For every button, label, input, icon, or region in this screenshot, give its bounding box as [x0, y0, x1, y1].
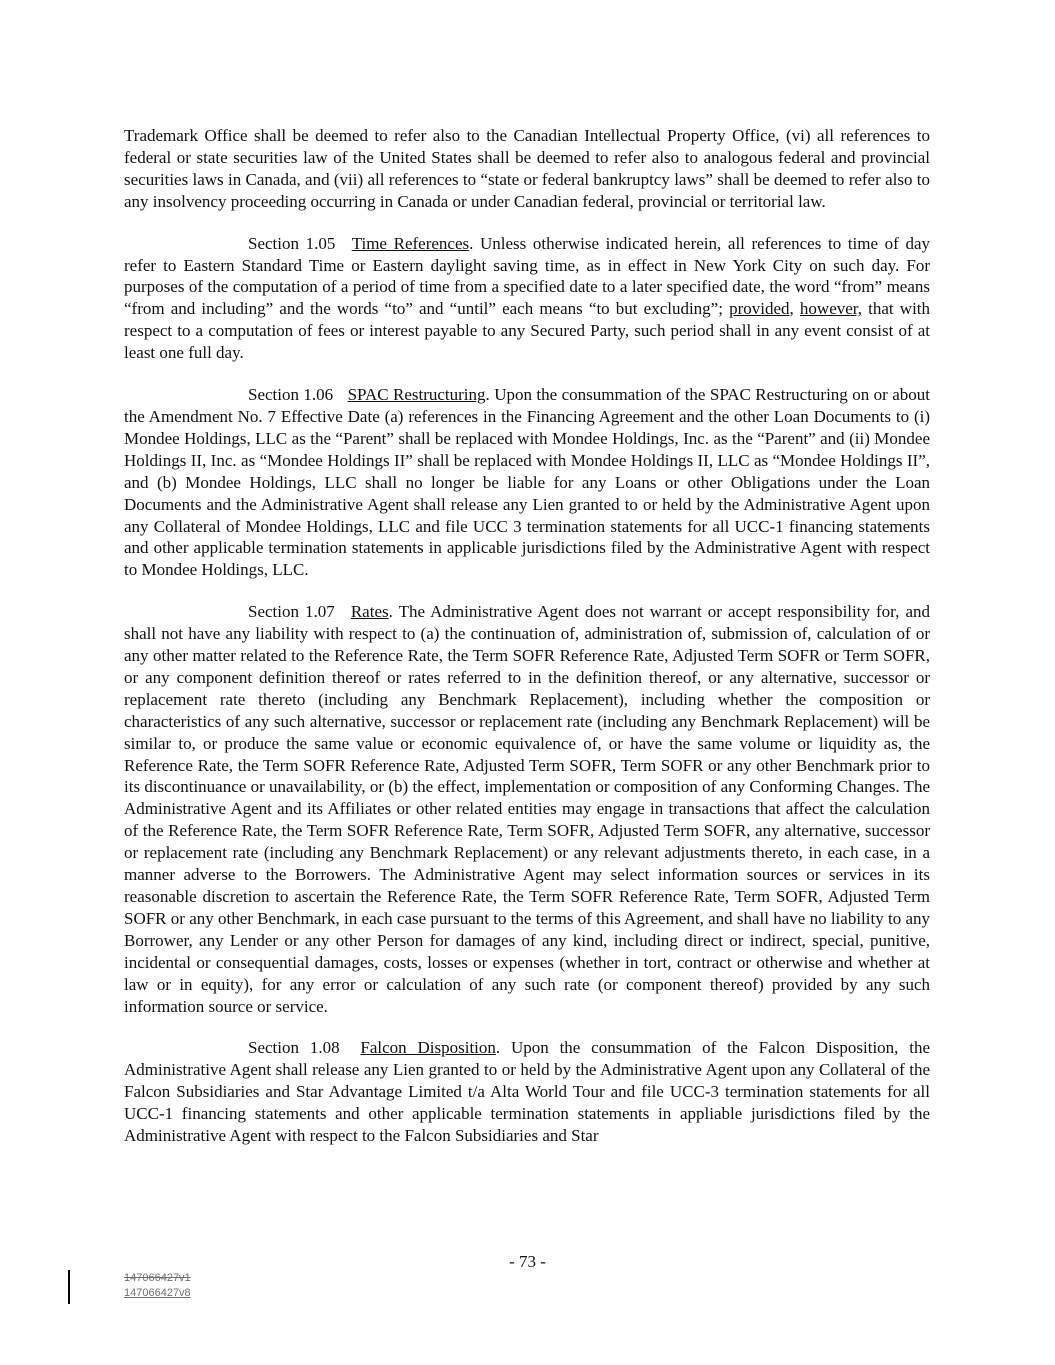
section-heading: SPAC Restructuring [347, 385, 486, 405]
section-text: . The Administrative Agent does not warrant or accept responsibility for, and shall not have any liability with respect to (a) the continuation of, administration of, submission of, calculation of or any other matter related to the Reference Rate, the Term SOFR Reference Rate, Adjusted Term SOFR or Term SOFR, or any component definition thereof or rates referred to in the definition thereof, or any alternative, successor or replacement rate thereto (including any Benchmark Replacement), including whether the composition or characteristics of any such alternative, successor or replacement rate (including any Benchmark Replacement) will be similar to, or produce the same value or economic equivalence of, or have the same volume or liquidity as, the Reference Rate, the Term SOFR Reference Rate, Adjusted Term SOFR, Term SOFR or any other Benchmark prior to its discontinuance or unavailability, or (b) the effect, implementation or composition of any Conforming Changes. The Administrative Agent and its Affiliates or other related entities may engage in transactions that affect the calculation of the Reference Rate, the Term SOFR Reference Rate, Term SOFR, Adjusted Term SOFR, any alternative, successor or replacement rate (including any Benchmark Replacement) or any relevant adjustments thereto, in each case, in a manner adverse to the Borrowers. The Administrative Agent may select information sources or services in its reasonable discretion to ascertain the Reference Rate, the Term SOFR Reference Rate, Term SOFR, Adjusted Term SOFR or any other Benchmark, in each case pursuant to the terms of this Agreement, and shall have no liability to any Borrower, any Lender or any other Person for damages of any kind, including direct or indirect, special, punitive, incidental or consequential damages, costs, losses or expenses (whether in tort, contract or otherwise and whether at law or in equity), for any error or calculation of any such rate (or component thereof) provided by any such information source or service. [124, 602, 930, 1016]
section-text: . Upon the consummation of the SPAC Restructuring on or about the Amendment No. 7 Effective Date (a) references in the Financing Agreement and the other Loan Documents to (i) Mondee Holdings, LLC as the “Parent” shall be replaced with Mondee Holdings, Inc. as the “Parent” and (ii) Mondee Holdings II, Inc. as “Mondee Holdings II” shall be replaced with Mondee Holdings II, LLC as “Mondee Holdings II”, and (b) Mondee Holdings, LLC shall no longer be liable for any Loans or other Obligations under the Loan Documents and the Administrative Agent shall release any Lien granted to or held by the Administrative Agent upon any Collateral of Mondee Holdings, LLC and file UCC 3 termination statements for all UCC-1 financing statements and other applicable termination statements in applicable jurisdictions filed by the Administrative Agent with respect to Mondee Holdings, LLC. [124, 385, 930, 580]
change-bar [68, 1270, 70, 1304]
section-number: Section 1.06 [248, 385, 334, 405]
section-text: . Upon the consummation of the Falcon Disposition, the Administrative Agent shall release any Lien granted to or held by the Administrative Agent upon any Collateral of the Falcon Subsidiaries and Star Advantage Limited t/a Alta World Tour and file UCC-3 termination statements for all UCC-1 financing statements and other applicable termination statements in appliable jurisdictions filed by the Administrative Agent with respect to the Falcon Subsidiaries and Star [124, 1038, 931, 1146]
section-number: Section 1.05 [248, 233, 336, 253]
provided-term: provided [729, 299, 790, 319]
section-number: Section 1.07 [248, 602, 335, 622]
document-ids [124, 1271, 191, 1301]
section-1-08 [124, 1037, 930, 1147]
document-body [124, 125, 930, 1167]
section-1-05 [124, 233, 930, 364]
paragraph-continued [124, 125, 930, 213]
however-term: however, [799, 299, 863, 319]
section-heading: Time References [351, 233, 470, 253]
paragraph-continued-text: Trademark Office shall be deemed to refer also to the Canadian Intellectual Property Office, (vi) all references to federal or state securities law of the United States shall be deemed to refer also to analogous federal and provincial securities laws in Canada, and (vii) all references to “state or federal bankruptcy laws” shall be deemed to refer also to any insolvency proceeding occurring in Canada or under Canadian federal, provincial or territorial law. [124, 126, 930, 211]
section-1-06 [124, 384, 930, 581]
section-number: Section 1.08 [248, 1038, 340, 1058]
section-1-07 [124, 601, 930, 1017]
separator: , [789, 299, 800, 319]
section-text: that with respect to a computation of fees or interest payable to any Secured Party, such period shall in any event consist of at least one full day. [124, 299, 931, 363]
section-heading: Rates [350, 602, 389, 622]
doc-id-old: 147066427v1 [124, 1272, 191, 1284]
doc-id-new: 147066427v8 [124, 1287, 191, 1299]
section-heading: Falcon Disposition [360, 1038, 496, 1058]
page-number: - 73 - [509, 1252, 546, 1271]
section-text: . Unless otherwise indicated herein, all references to time of day refer to Eastern Standard Time or Eastern daylight saving time, as in effect in New York City on such day. For purposes of the computation of a period of time from a specified date to a later specified date, the word “from” means “from and including” and the words “to” and “until” each means “to but excluding”; [124, 233, 930, 319]
